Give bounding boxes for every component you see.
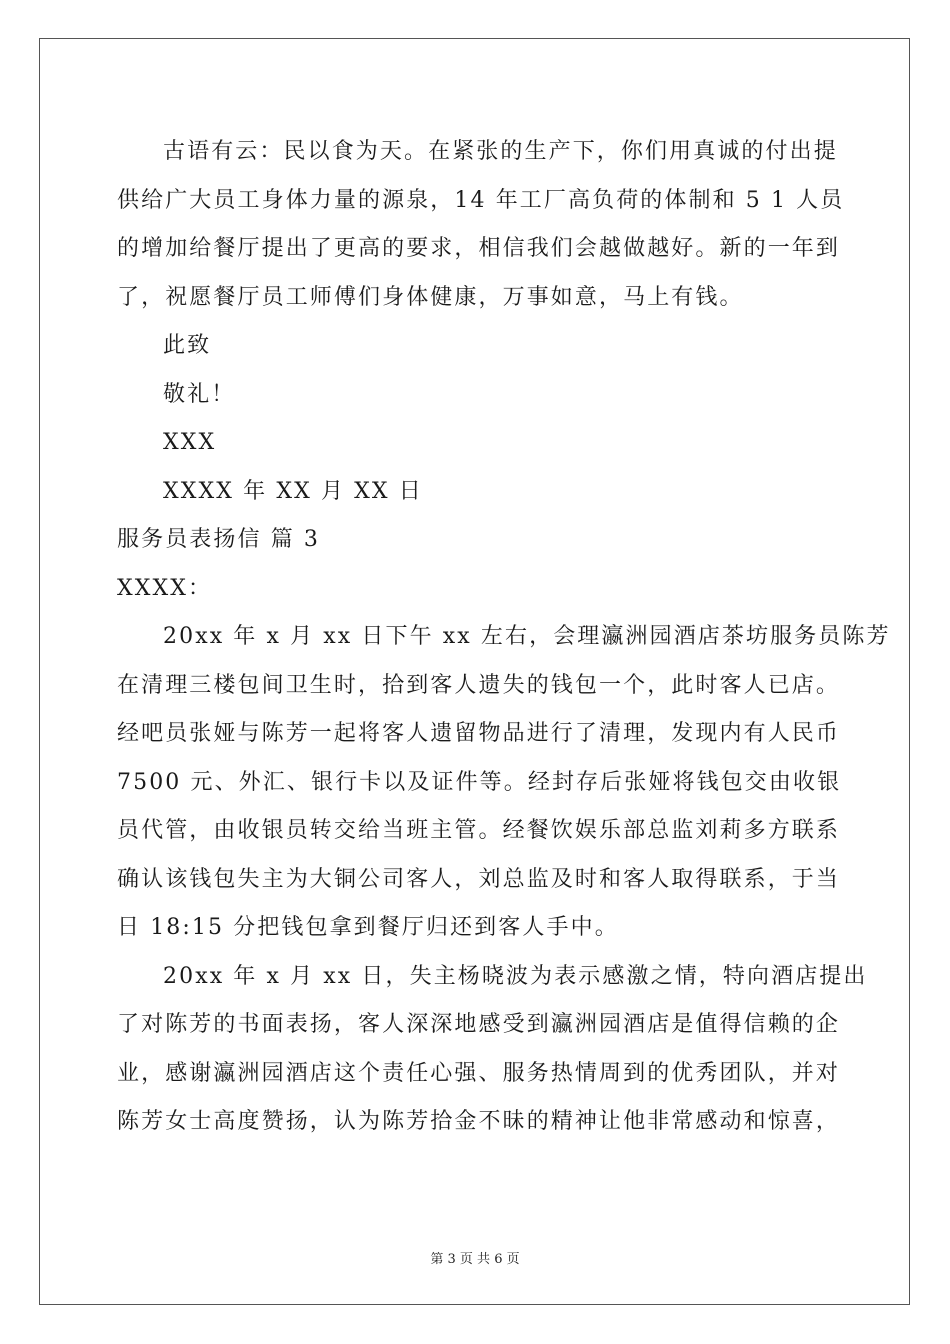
paragraph-line: 的增加给餐厅提出了更高的要求，相信我们会越做越好。新的一年到 — [117, 236, 841, 261]
paragraph-line: 在清理三楼包间卫生时，拾到客人遗失的钱包一个，此时客人已店。 — [117, 672, 841, 698]
paragraph-line: 日 18:15 分把钱包拿到餐厅归还到客人手中。 — [117, 915, 619, 940]
paragraph-line: 7500 元、外汇、银行卡以及证件等。经封存后张娅将钱包交由收银 — [117, 769, 842, 795]
paragraph-line: 陈芳女士高度赞扬，认为陈芳拾金不昧的精神让他非常感动和惊喜， — [117, 1109, 841, 1134]
paragraph-line: 了，祝愿餐厅员工师傅们身体健康，万事如意，马上有钱。 — [117, 284, 744, 310]
paragraph-line: 确认该钱包失主为大铜公司客人，刘总监及时和客人取得联系，于当 — [117, 866, 841, 892]
salutation: XXXX： — [117, 575, 213, 601]
page-number-footer: 第 3 页 共 6 页 — [430, 1252, 520, 1267]
signature: XXX — [163, 430, 217, 455]
paragraph-line: 经吧员张娅与陈芳一起将客人遗留物品进行了清理，发现内有人民币 — [117, 721, 841, 746]
document-body — [117, 128, 891, 1147]
closing-greeting: 此致 — [163, 333, 212, 358]
closing-salute: 敬礼！ — [163, 381, 236, 407]
paragraph-line: 20xx 年 x 月 xx 日，失主杨晓波为表示感激之情，特向酒店提出 — [163, 963, 868, 989]
paragraph-line: 20xx 年 x 月 xx 日下午 xx 左右，会理瀛洲园酒店茶坊服务员陈芳 — [163, 624, 891, 649]
paragraph-line: 员代管，由收银员转交给当班主管。经餐饮娱乐部总监刘莉多方联系 — [117, 818, 841, 843]
paragraph-line: 业，感谢瀛洲园酒店这个责任心强、服务热情周到的优秀团队，并对 — [117, 1060, 841, 1086]
letter-date: XXXX 年 XX 月 XX 日 — [163, 478, 423, 504]
paragraph-line: 供给广大员工身体力量的源泉，14 年工厂高负荷的体制和 5 1 人员 — [117, 187, 845, 213]
section-title: 服务员表扬信 篇 3 — [117, 527, 320, 552]
paragraph-line: 了对陈芳的书面表扬，客人深深地感受到瀛洲园酒店是值得信赖的企 — [117, 1012, 841, 1037]
paragraph-line: 古语有云：民以食为天。在紧张的生产下，你们用真诚的付出提 — [163, 139, 838, 164]
